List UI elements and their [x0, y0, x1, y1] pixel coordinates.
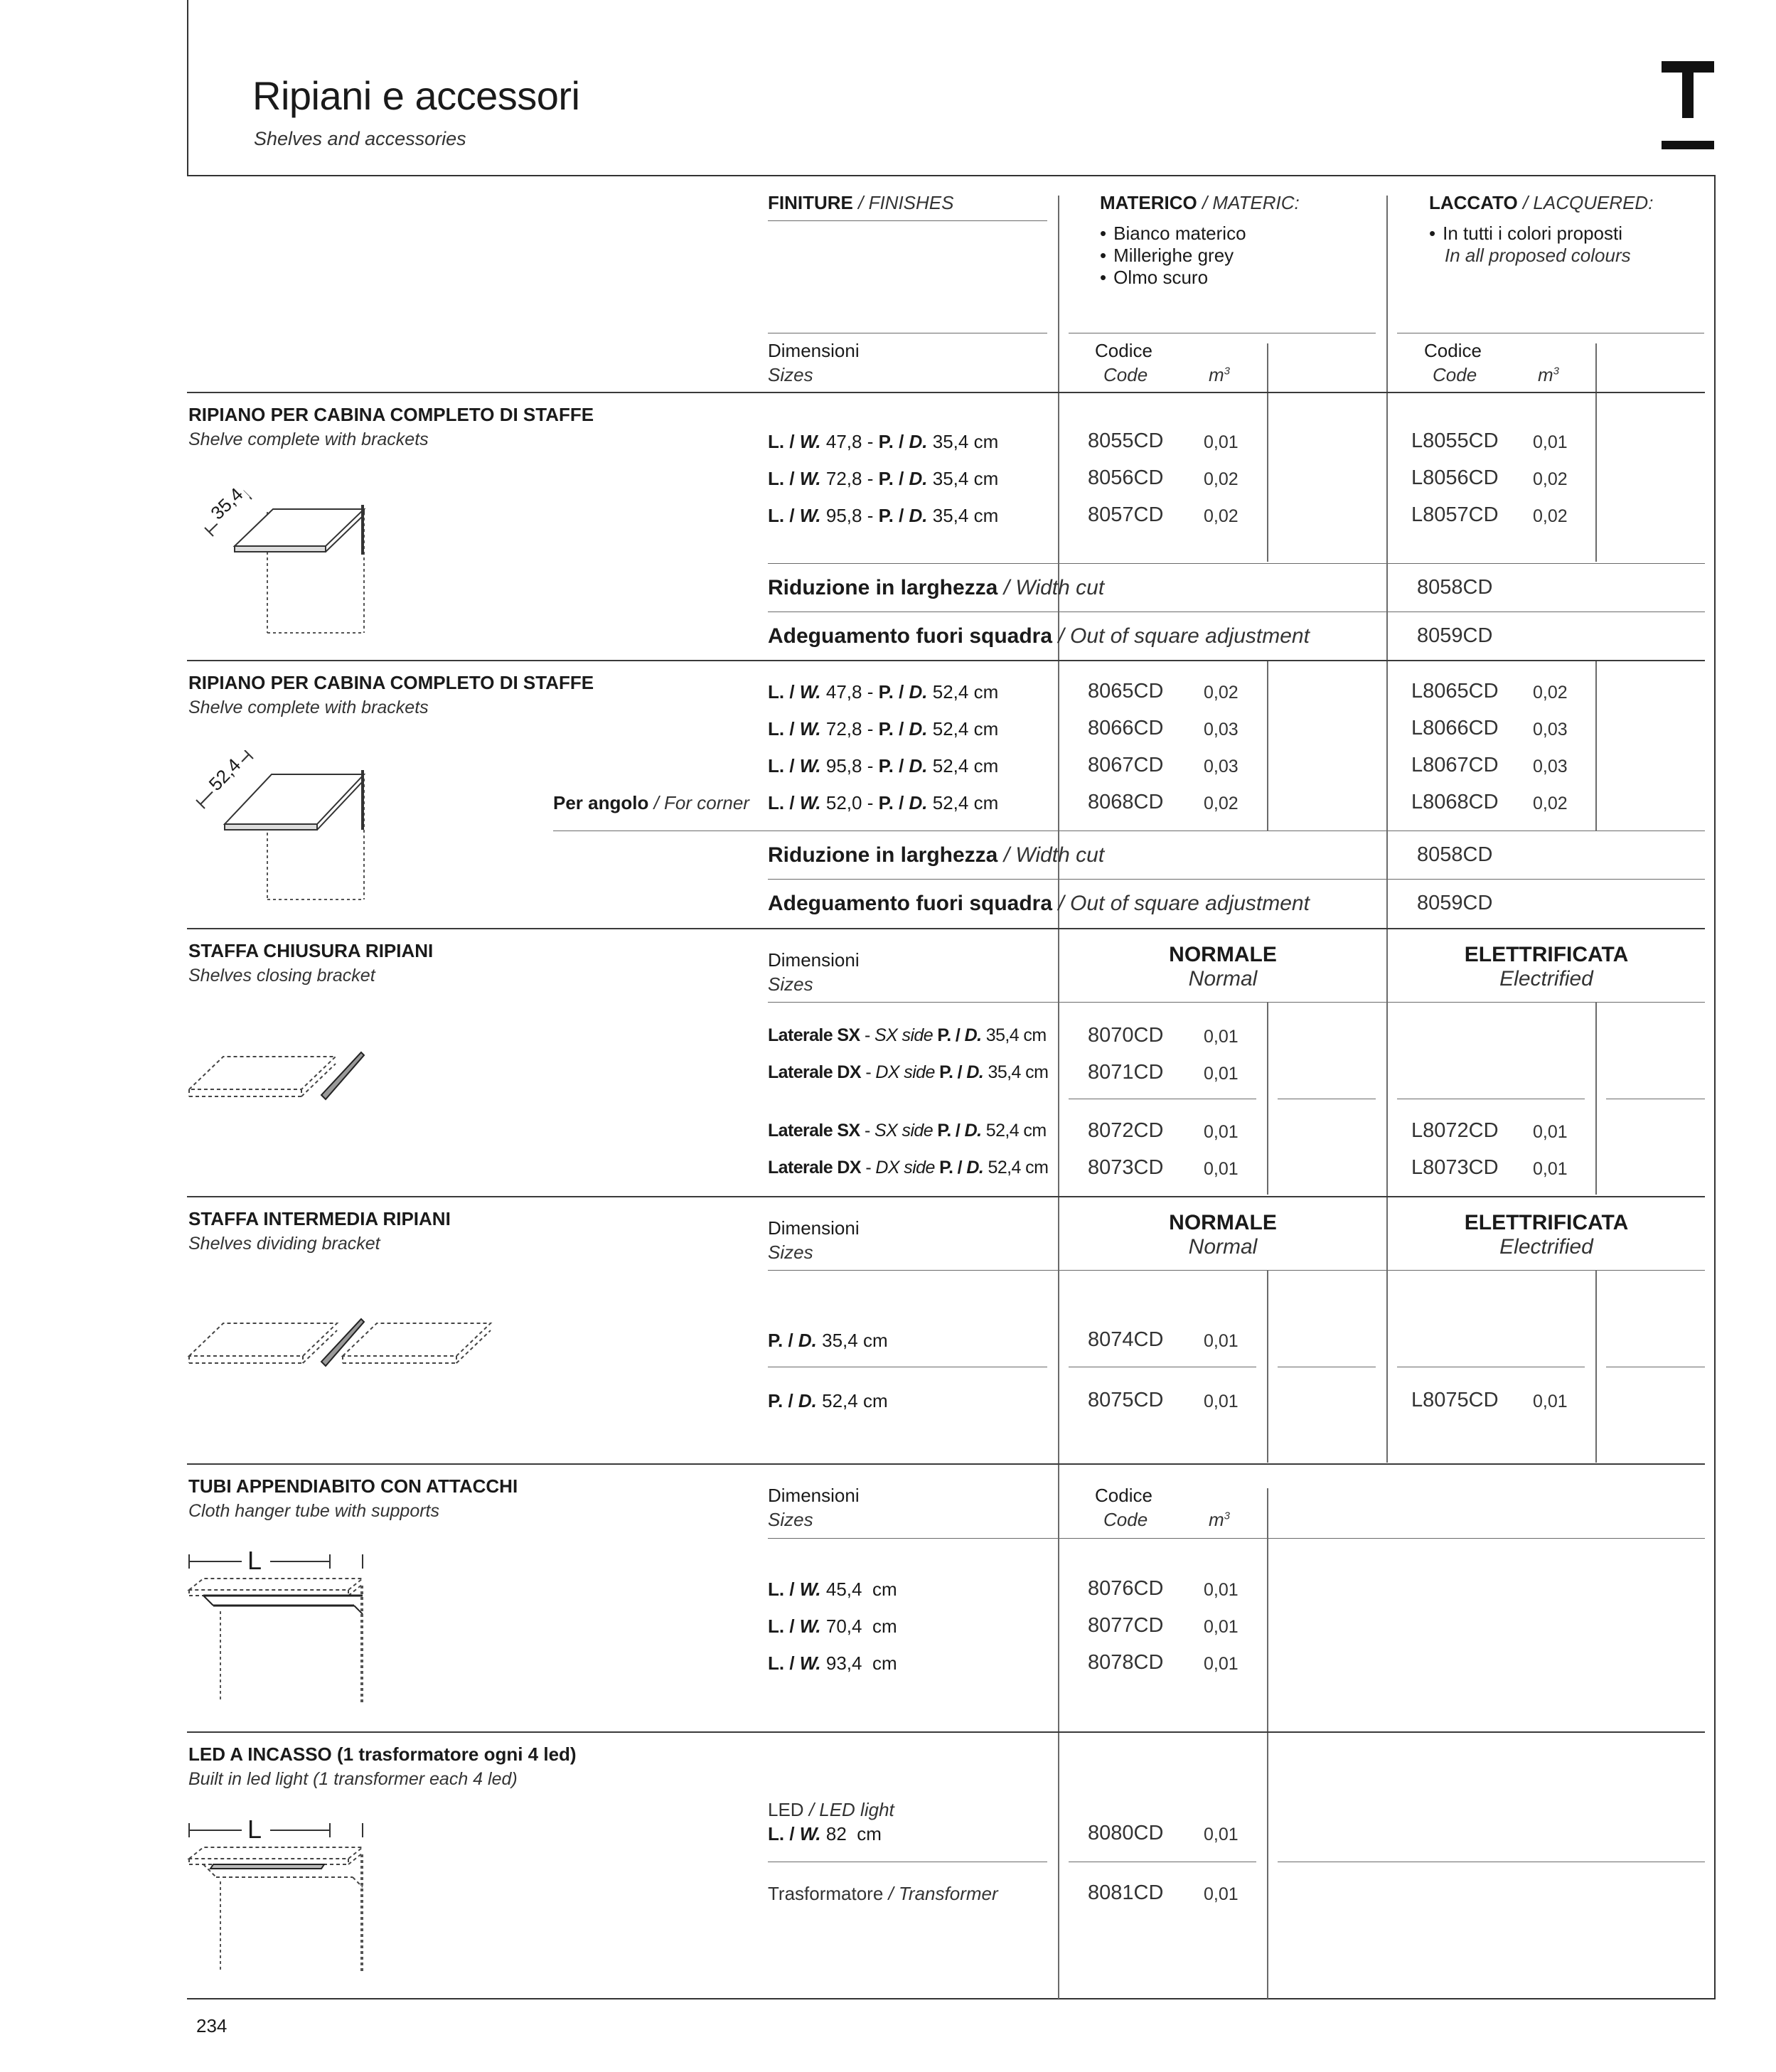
col-dimensioni: Dimensioni	[768, 949, 860, 971]
col-codice: Codice	[1095, 1485, 1152, 1506]
divider	[1595, 343, 1597, 562]
volume: 0,03	[1204, 757, 1239, 776]
volume: 0,01	[1533, 1159, 1568, 1179]
side-row: Laterale DX - DX side P. / D. 52,4 cm	[768, 1158, 1049, 1177]
volume: 0,02	[1204, 506, 1239, 526]
volume: 0,01	[1204, 1331, 1239, 1351]
divider	[1267, 343, 1268, 562]
section-subtitle: Built in led light (1 transformer each 4 led)	[188, 1769, 518, 1789]
lacquered-code: L8065CD	[1411, 680, 1499, 703]
hanger-tube-drawing	[185, 1543, 377, 1707]
laccato-label: LACCATO / LACQUERED:	[1429, 192, 1654, 213]
volume: 0,02	[1204, 683, 1239, 703]
product-code: 8068CD	[1088, 791, 1164, 813]
divider	[187, 1731, 1705, 1733]
volume: 0,01	[1204, 1654, 1239, 1674]
side-row: Laterale SX - SX side P. / D. 52,4 cm	[768, 1121, 1047, 1141]
page-right-border	[1714, 175, 1716, 1999]
divider	[1267, 1488, 1268, 1999]
col-m3: $m^3$	[1538, 364, 1560, 385]
volume: 0,01	[1204, 1064, 1239, 1084]
width-cut-label: Riduzione in larghezza / Width cut	[768, 843, 1105, 867]
corner-label: Per angolo / For corner	[553, 792, 749, 813]
product-code: 8080CD	[1088, 1822, 1164, 1844]
section-subtitle: Shelve complete with brackets	[188, 429, 429, 449]
shelf-dimension-label: 35,4	[204, 481, 250, 526]
section-title: STAFFA CHIUSURA RIPIANI	[188, 940, 434, 961]
volume: 0,03	[1533, 757, 1568, 776]
brand-logo	[1662, 61, 1714, 154]
column-divider-1	[1058, 196, 1059, 1999]
volume: 0,01	[1204, 432, 1239, 452]
size-row: L. / W. 47,8 - P. / D. 52,4 cm	[768, 681, 999, 703]
size-row: L. / W. 47,8 - P. / D. 35,4 cm	[768, 431, 999, 452]
width-cut-label: Riduzione in larghezza / Width cut	[768, 576, 1105, 599]
width-cut-code: 8058CD	[1417, 576, 1493, 599]
volume: 0,03	[1533, 720, 1568, 739]
materico-item: • Millerighe grey	[1100, 245, 1234, 267]
size-row: P. / D. 35,4 cm	[768, 1330, 888, 1351]
divider	[768, 1002, 1705, 1003]
divider	[768, 1270, 1705, 1271]
product-code: 8076CD	[1088, 1577, 1164, 1600]
col-elettrificata: ELETTRIFICATA	[1464, 943, 1629, 966]
materico-item: • Olmo scuro	[1100, 267, 1208, 289]
product-code: 8075CD	[1088, 1389, 1164, 1411]
lacquered-code: L8068CD	[1411, 791, 1499, 813]
width-cut-code: 8058CD	[1417, 843, 1493, 866]
product-code: 8072CD	[1088, 1119, 1164, 1142]
size-row: L. / W. 45,4 cm	[768, 1579, 897, 1600]
lacquered-code: L8067CD	[1411, 754, 1499, 776]
section-title: RIPIANO PER CABINA COMPLETO DI STAFFE	[188, 672, 594, 693]
laccato-item-en: In all proposed colours	[1445, 245, 1631, 266]
lacquered-code: L8055CD	[1411, 429, 1499, 452]
size-row: L. / W. 72,8 - P. / D. 35,4 cm	[768, 468, 999, 489]
divider	[1267, 1271, 1268, 1463]
col-normal: Normal	[1188, 1235, 1258, 1259]
col-normale: NORMALE	[1169, 943, 1277, 966]
square-adjustment-code: 8059CD	[1417, 624, 1493, 647]
section-subtitle: Shelve complete with brackets	[188, 698, 429, 717]
square-adjustment-label: Adeguamento fuori squadra / Out of square adjustment	[768, 624, 1310, 648]
closing-bracket-drawing	[185, 1045, 370, 1109]
size-row: L. / W. 93,4 cm	[768, 1652, 897, 1674]
col-dimensioni: Dimensioni	[768, 1485, 860, 1506]
product-code: 8056CD	[1088, 466, 1164, 489]
divider	[1386, 1210, 1388, 1463]
col-codice: Codice	[1424, 340, 1482, 361]
product-code: 8081CD	[1088, 1881, 1164, 1904]
section-subtitle: Cloth hanger tube with supports	[188, 1501, 439, 1521]
volume: 0,01	[1204, 1825, 1239, 1844]
length-label: L	[247, 1815, 262, 1844]
square-adjustment-code: 8059CD	[1417, 892, 1493, 914]
size-row: L. / W. 70,4 cm	[768, 1616, 897, 1637]
square-adjustment-label: Adeguamento fuori squadra / Out of square adjustment	[768, 892, 1310, 915]
size-row: L. / W. 95,8 - P. / D. 35,4 cm	[768, 505, 999, 526]
col-code: Code	[1433, 364, 1477, 385]
product-code: 8070CD	[1088, 1024, 1164, 1047]
product-code: 8077CD	[1088, 1614, 1164, 1637]
divider	[768, 563, 1705, 564]
section-title: LED A INCASSO (1 trasformatore ogni 4 led)	[188, 1743, 577, 1765]
product-code: 8078CD	[1088, 1651, 1164, 1674]
volume: 0,01	[1204, 1392, 1239, 1411]
volume: 0,01	[1204, 1884, 1239, 1904]
volume: 0,01	[1533, 1392, 1568, 1411]
volume: 0,01	[1204, 1122, 1239, 1142]
col-code: Code	[1103, 1509, 1148, 1530]
size-row: P. / D. 52,4 cm	[768, 1390, 888, 1411]
volume: 0,02	[1204, 469, 1239, 489]
side-row: Laterale SX - SX side P. / D. 35,4 cm	[768, 1025, 1047, 1045]
product-code: 8071CD	[1088, 1061, 1164, 1084]
col-dimensioni: Dimensioni	[768, 1217, 860, 1239]
finishes-label: FINITURE / FINISHES	[768, 192, 954, 213]
led-label: LED / LED light	[768, 1799, 894, 1820]
col-dimensioni: Dimensioni	[768, 340, 860, 361]
product-code: 8057CD	[1088, 503, 1164, 526]
product-code: 8067CD	[1088, 754, 1164, 776]
product-code: 8074CD	[1088, 1328, 1164, 1351]
divider	[1267, 1003, 1268, 1195]
volume: 0,02	[1533, 469, 1568, 489]
divider	[187, 392, 1705, 393]
transformer-label: Trasformatore / Transformer	[768, 1883, 998, 1904]
product-code: 8073CD	[1088, 1156, 1164, 1179]
col-sizes: Sizes	[768, 1509, 813, 1530]
product-code: 8066CD	[1088, 717, 1164, 739]
section-subtitle: Shelves closing bracket	[188, 966, 375, 986]
divider	[1386, 942, 1388, 1195]
col-m3: $m^3$	[1209, 1509, 1231, 1530]
divider	[1595, 661, 1597, 831]
divider	[187, 1196, 1705, 1197]
lacquered-code: L8056CD	[1411, 466, 1499, 489]
divider	[187, 660, 1705, 661]
volume: 0,01	[1533, 1122, 1568, 1142]
col-sizes: Sizes	[768, 973, 813, 995]
divider	[1595, 1003, 1597, 1195]
page-subtitle: Shelves and accessories	[254, 128, 466, 149]
col-code: Code	[1103, 364, 1148, 385]
divider	[187, 928, 1705, 929]
led-drawing	[185, 1812, 377, 1975]
header-left-border	[187, 0, 188, 176]
divider	[768, 879, 1705, 880]
divider	[1595, 1271, 1597, 1463]
divider	[768, 1538, 1705, 1539]
size-row: L. / W. 95,8 - P. / D. 52,4 cm	[768, 755, 999, 776]
volume: 0,02	[1204, 794, 1239, 813]
dividing-bracket-drawing	[185, 1312, 498, 1376]
divider	[187, 1463, 1705, 1465]
volume: 0,01	[1204, 1159, 1239, 1179]
section-subtitle: Shelves dividing bracket	[188, 1234, 380, 1254]
volume: 0,02	[1533, 506, 1568, 526]
shelf-dimension-label: 52,4	[203, 752, 247, 798]
volume: 0,01	[1533, 432, 1568, 452]
volume: 0,02	[1533, 683, 1568, 703]
section-title: STAFFA INTERMEDIA RIPIANI	[188, 1208, 451, 1229]
materico-label: MATERICO / MATERIC:	[1100, 192, 1300, 213]
col-elettrificata: ELETTRIFICATA	[1464, 1211, 1629, 1234]
section-title: TUBI APPENDIABITO CON ATTACCHI	[188, 1475, 518, 1497]
size-row: L. / W. 72,8 - P. / D. 52,4 cm	[768, 718, 999, 739]
col-normal: Normal	[1188, 967, 1258, 990]
size-row: L. / W. 82 cm	[768, 1823, 882, 1844]
laccato-item: • In tutti i colori proposti	[1429, 223, 1622, 245]
electrified-code: L8073CD	[1411, 1156, 1499, 1179]
page-title: Ripiani e accessori	[252, 73, 580, 118]
volume: 0,03	[1204, 720, 1239, 739]
materico-item: • Bianco materico	[1100, 223, 1246, 245]
volume: 0,01	[1204, 1617, 1239, 1637]
page-bottom-border	[187, 1998, 1716, 1999]
product-code: 8055CD	[1088, 429, 1164, 452]
col-m3: $m^3$	[1209, 364, 1231, 385]
product-code: 8065CD	[1088, 680, 1164, 703]
lacquered-code: L8057CD	[1411, 503, 1499, 526]
page-number: 234	[196, 2015, 228, 2036]
lacquered-code: L8066CD	[1411, 717, 1499, 739]
volume: 0,02	[1533, 794, 1568, 813]
side-row: Laterale DX - DX side P. / D. 35,4 cm	[768, 1062, 1049, 1082]
col-electrified: Electrified	[1499, 967, 1593, 990]
size-row: L. / W. 52,0 - P. / D. 52,4 cm	[768, 792, 999, 813]
divider	[768, 220, 1047, 221]
col-codice: Codice	[1095, 340, 1152, 361]
electrified-code: L8075CD	[1411, 1389, 1499, 1411]
electrified-code: L8072CD	[1411, 1119, 1499, 1142]
divider	[1267, 661, 1268, 831]
volume: 0,01	[1204, 1027, 1239, 1047]
col-sizes: Sizes	[768, 1241, 813, 1263]
col-normale: NORMALE	[1169, 1211, 1277, 1234]
header-bottom-border	[187, 175, 1716, 176]
volume: 0,01	[1204, 1580, 1239, 1600]
length-label: L	[247, 1546, 262, 1575]
section-title: RIPIANO PER CABINA COMPLETO DI STAFFE	[188, 404, 594, 425]
col-sizes: Sizes	[768, 364, 813, 385]
col-electrified: Electrified	[1499, 1235, 1593, 1259]
